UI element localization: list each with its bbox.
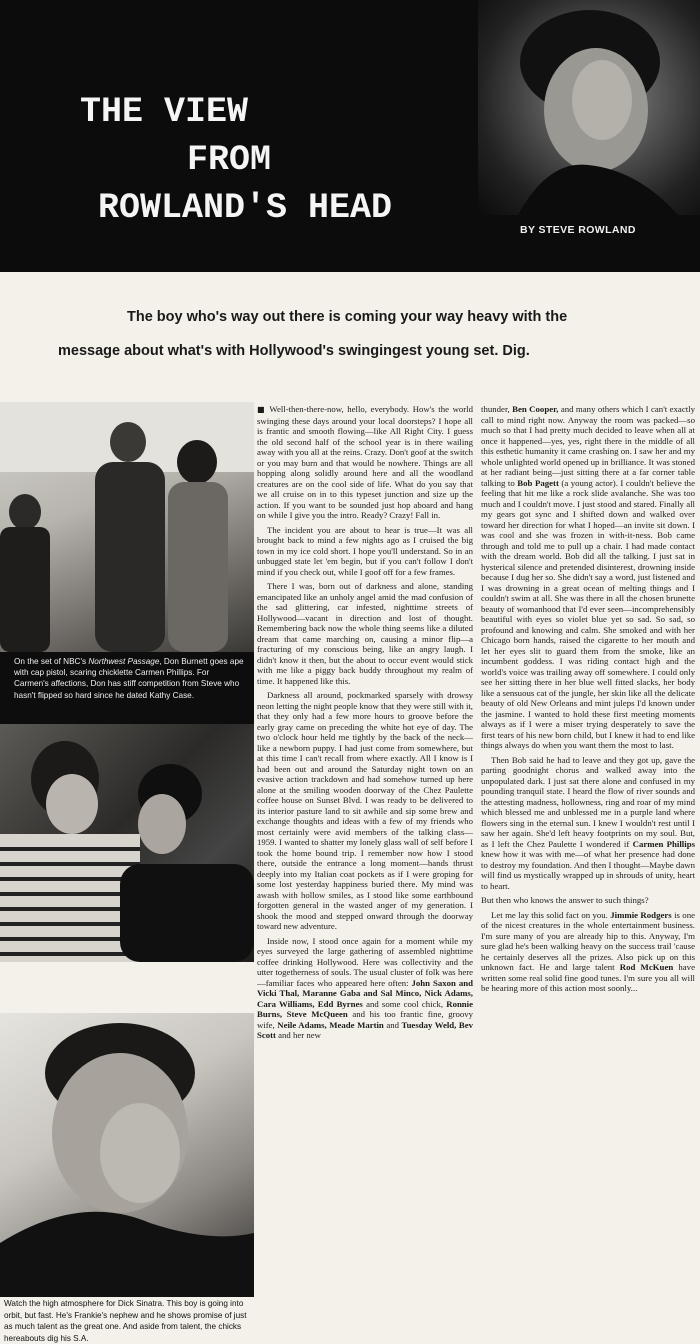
- celebrity-name: Carmen Phillips: [632, 838, 695, 849]
- celebrity-names: Tuesday Weld, Bev Scott: [257, 1019, 473, 1040]
- celebrity-name: Jimmie Rodgers: [610, 909, 672, 920]
- paragraph-text: Then Bob said he had to leave and they got up, gave the parting goodnight chorus and walked away into the unpopulated dark. I just sat there alone and confused in my pounding tranquil state. I heard the flow of river sounds and the attesting madness, hollowness, ring and roar of my mind which blessed me and unblessed me in a purple land where flowers sing in the eternal sun. I knew I wouldn't rest until I saw her again. She'd left heavy footprints on my soul. But, as I left the Chez Paulette I wondered if: [481, 754, 695, 849]
- title-line-1: THE VIEW: [80, 92, 249, 132]
- caption-show-title: Northwest Passage: [88, 657, 160, 666]
- paragraph-text: Inside now, I stood once again for a moment while my eyes surveyed the large gathering of assembled nighttime coffee drinking Hollywood. Here was collectivity and the utter togetherness of souls. The usual cluster of folk was here—familiar faces who appeared here often:: [257, 935, 473, 988]
- paragraph-text: Well-then-there-now, hello, everybody. How's the world swinging these days around your local doorsteps? I hope all is frantic and smooth flowing—like All Right City. I guess the old second half of the school year is in there wailing away with you all at the reins. Crazy. Don't goof at the switch or you may burn and that would be nowhere. Things are all hopping along solidly around here and all the woodland creatures are on the cool side of life. What do you say that we all cruise on in to this typeset junction and size up the action. If you want to be sounded just hop aboard and hang on while I give you the intro. Ready? Crazy! Fall in.: [257, 404, 473, 520]
- title-line-2: FROM: [187, 140, 272, 180]
- celebrity-names: Ronnie Burns, Steve McQueen: [257, 998, 473, 1019]
- celebrity-name: Rod McKuen: [619, 962, 674, 972]
- paragraph-text: and her new: [275, 1030, 321, 1040]
- title-line-3: ROWLAND'S HEAD: [98, 188, 393, 228]
- paragraph: Darkness all around, pockmarked sparsely with drowsy neon letting the night people know that they were still with it, that they only had a few more hours to groove before the early gray came on preceding the white hot eye of day. The two o'clock hour held me tightly by the back of the neck—like a newborn puppy. I had just come from somewhere, but at this time I can't recall from where exactly. All I know is I had been out and around the Saturday night town on an evasive action trackdown and had somehow turned up here alone at the smiling wooden doorway of the Chez Paulette coffee house on Sunset Blvd. I was ready to be delivered to its interior pasture land to sit awhile and sip some brew and exchange thoughts and ideas with a few of my friends who most certainly were avid members of the talking class—1959. I wanted to shatter my lonely glass wall of self before I took the home bound trip. I remember now how I stood there, outside the entrance a long moment—hands thrust deeply into my Italian coat pockets as if I were groping for some lost yesterday happiness buried there. My mind was awash with hollow smiles, as I stood like some earthbound forgotten general in the wasted anger of my generation. I shook the mood and stepped onward through the doorway toward new adventure.: [257, 690, 473, 931]
- paragraph-text: (a young actor). I couldn't believe the feeling that hit me like a rock slide avalanche. She was too much and I couldn't move. I just stood and stared. Finally all my gears got sync and I shifted down and walked over toward her direction for what I hoped—an invite sit down. I was cool and she was frozen in with-it-ness. Bob came through and told me to pull up a chair. I had made contact with the dream world. Bob did all the talking. I just sat in hysterical silence and pretended disinterest, drowning inside because I dug her so. She didn't say a word, just listened and I was drowning in a great ocean of melting things and I couldn't swim at all. She was there in all the chosen brunette beauty of womanhood that I'd ever seen—incomprehensibly beautiful with eyes so violet blue yet so sad. So sad, so profound and knowing and calm. She smoked and with her Chicago born hands, raised the cigarette to her mouth and let her eyes slit to guard them from the smoke, like an incumbent goddess. I was riding contact high and the world's voice was trailing away off somewhere. I could only see her sitting there in her blue well fitted slacks, her body like a sensuous cat of the jungle, her skin like all the delicate beauty of old New Orleans and mint juleps I'd known under the jasmine. I wanted to hold these first meeting moments always as if I were a miser trying desperately to save the first tears of his new born child, but I knew it had to end like things always do when you want them the most to last.: [481, 477, 695, 750]
- article-deck: [0, 300, 700, 368]
- deck-line-1: The boy who's way out there is coming your way heavy with the: [127, 309, 568, 325]
- paragraph: [257, 936, 473, 1041]
- paragraph: [481, 404, 695, 751]
- caption-text: On the set of NBC's: [14, 657, 89, 666]
- photo-caption-dick-sinatra: Watch the high atmosphere for Dick Sinatra. This boy is going into orbit, but fast. He's Frankie's nephew and he shows promise of just as much talent as the great one. And aside from talent, the chicks hereabouts dig his S.A.: [0, 1297, 254, 1337]
- paragraph-text: have written some real solid fine good tunes. I'm sure you all will be hearing more of this action most soonly...: [481, 962, 695, 993]
- paragraph-text: and his too frantic fine, groovy wife,: [257, 1009, 473, 1030]
- photo-couple: [0, 724, 254, 962]
- celebrity-names: Neile Adams, Meade Martin: [277, 1019, 384, 1030]
- article-column-3: [481, 404, 695, 1337]
- photo-caption-on-set: [0, 652, 254, 724]
- paragraph: But then who knows the answer to such things?: [481, 895, 649, 905]
- photo-on-set-figures: [0, 402, 254, 652]
- article-title: [60, 88, 460, 232]
- photo-on-set: [0, 402, 254, 652]
- caption-text: , Don Burnett goes ape with cap pistol, scaring chicklette Carmen Phillips. For Carmen's affections, Don has stiff competition from Steve who hasn't flipped so hard since he dated Kathy Case.: [14, 657, 244, 700]
- paragraph-text: thunder,: [481, 404, 513, 414]
- photo-couple-figures: [0, 724, 254, 962]
- celebrity-name: Bob Pagett: [517, 477, 559, 488]
- paragraph-text: and some cool chick,: [362, 998, 447, 1009]
- photo-portrait-figure: [0, 1013, 254, 1297]
- celebrity-names: John Saxon and Vicki Thal, Maranne Gaba and Sal Minco, Nick Adams, Cara Williams, Edd Byrnes: [257, 977, 473, 1009]
- celebrity-name: Ben Cooper,: [512, 404, 559, 414]
- paragraph-text: and: [383, 1019, 402, 1030]
- author-portrait-photo: [478, 0, 700, 215]
- article-column-2: [257, 404, 473, 1337]
- masthead: [0, 0, 700, 272]
- paragraph: There I was, born out of darkness and alone, standing emancipated like an unholy angel amid the mad confusion of the sad glittering, car infested, nighttime streets of Hollywood—vacant in direction and lost of thought. Remembering back now the whole thing seems like a diluted dream that came marching on, causing a minor flip—a fracturing of my conscious being, like an angry laugh. I didn't know it then, but the about to occur event would stick with me like a piggy back buddy throughout my realm of time. It happened like this.: [257, 581, 473, 686]
- paragraph-text: Let me lay this solid fact on you.: [491, 909, 611, 920]
- paragraph: [257, 404, 473, 521]
- paragraph: The incident you are about to hear is true—It was all brought back to mind a few nights ago as I cruised the big town in my ice cold short. I hope you'll understand. So in an unbugged state let 'em begin, but if you can't follow I don't mind if you check out, while I goof off for a few frames.: [257, 524, 473, 577]
- portrait-silhouette: [478, 0, 700, 215]
- photo-dick-sinatra: [0, 1013, 254, 1297]
- start-mark-icon: ■: [257, 405, 266, 414]
- paragraph-text: and many others which I can't exactly call to mind right now. Anyway the room was packed—so much so that I had pretty much decided to leave when all at once it happened—yes, yes, right there in the middle of all this esthetic humanity it came crashing on. I saw her and my whole unlighted world opened up in brilliance. It was stoned at her radiant being—just sitting there at a far corner table talking to: [481, 404, 695, 488]
- deck-line-2: message about what's with Hollywood's swingingest young set. Dig.: [58, 343, 530, 359]
- byline: BY STEVE ROWLAND: [520, 224, 636, 236]
- paragraph: [481, 755, 695, 892]
- paragraph: [481, 910, 695, 994]
- paragraph-text: is one of the nicest creatures in the whole entertainment business. I'm sure many of you are already hip to this. Anyway, I'm sure glad he's been walking heavy on the success trail 'cause he certainly deserves all the prizes. Also pick up on this unknown fact. He and large talent: [481, 909, 695, 972]
- paragraph-text: knew how it was with me—of what her presence had done to destroy my foundation. And then I thought—Maybe dawn will find us mystically wrapped up in shrouds of unity, heart to heart.: [481, 849, 695, 891]
